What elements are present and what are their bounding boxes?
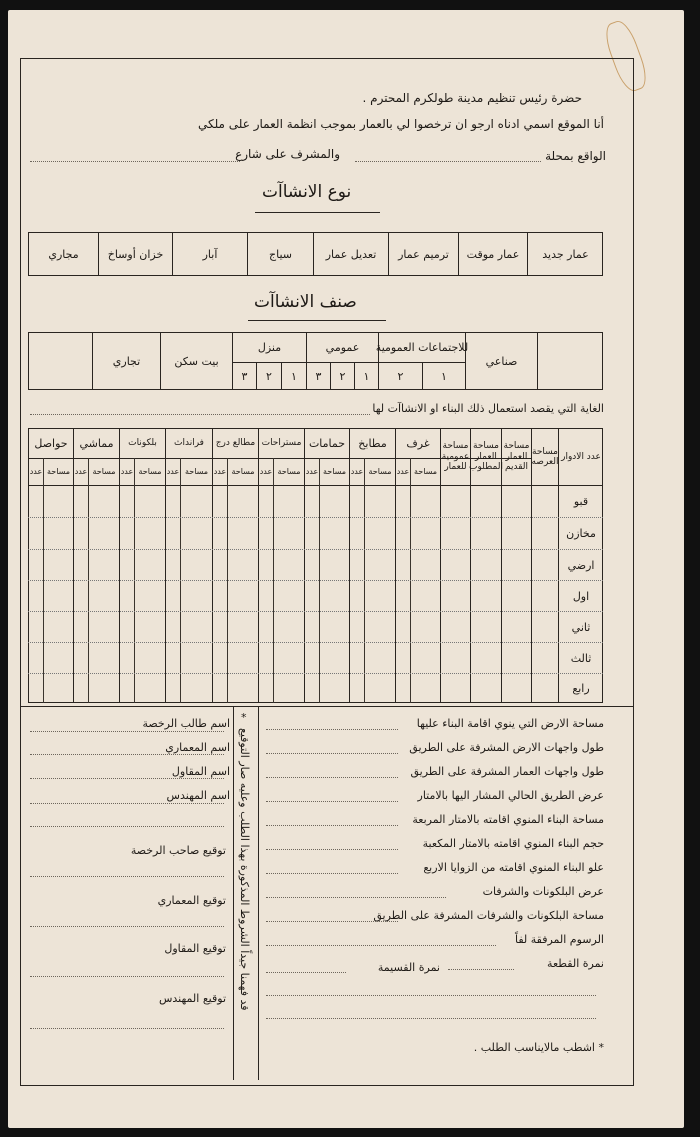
header-requested-area: مساحة العمار المطلوب (469, 441, 503, 473)
field-road-width-line[interactable] (266, 801, 398, 802)
floor-fourth: رابع (572, 681, 590, 695)
sub-count: عدد (213, 467, 227, 476)
construction-type-underline (255, 212, 380, 213)
header-balconies: بلكونات (128, 437, 157, 448)
type-option-modify[interactable]: تعديل عمار (325, 247, 377, 261)
class-public-meetings[interactable]: للاجتماعات العمومية (375, 340, 469, 354)
purpose-label: الغاية التي يقصد استعمال ذلك البناء او الانشاآت لها (372, 402, 604, 415)
plot-number-label: نمرة القطعة (547, 957, 604, 970)
field-building-height-line[interactable] (266, 873, 398, 874)
field-balcony-width-line[interactable] (266, 897, 446, 898)
header-address: حضرة رئيس تنظيم مدينة طولكرم المحترم . (362, 91, 582, 105)
class-industrial[interactable]: صناعي (485, 354, 518, 368)
field-balcony-area: مساحة البلكونات والشرفات المشرفة على الطريق (373, 909, 604, 922)
field-building-volume: حجم البناء المنوي اقامته بالامتار المكعبة (422, 837, 604, 850)
overlooking-dotline (30, 161, 240, 162)
field-building-frontage: طول واجهات العمار المشرفة على الطريق (410, 765, 604, 778)
public-meetings-num-1[interactable]: ١ (441, 369, 447, 383)
location-dotline (355, 161, 541, 162)
header-rooms: غرف (406, 436, 430, 450)
header-floors: عدد الادوار (561, 451, 601, 462)
architect-name-line[interactable] (30, 754, 224, 755)
location-label: الواقع بمحلة (545, 149, 606, 163)
architect-signature-label: توقيع المعماري (157, 894, 226, 907)
type-option-new[interactable]: عمار جديد (542, 247, 589, 261)
type-option-cesspit[interactable]: خزان أوساخ (107, 247, 164, 261)
header-kitchens: مطابخ (358, 436, 387, 450)
contractor-signature-label: توقيع المقاول (164, 942, 226, 955)
applicant-signature-line[interactable] (30, 876, 224, 877)
sub-count: عدد (29, 467, 43, 476)
sub-area: مساحة (413, 467, 438, 476)
field-balcony-area-line[interactable] (266, 921, 398, 922)
house-num-2[interactable]: ٢ (266, 369, 272, 383)
footnote-text: اشطب مالايناسب الطلب . (473, 1041, 595, 1054)
architect-signature-line[interactable] (30, 926, 224, 927)
header-old-area: مساحة العمار القديم (503, 441, 530, 473)
type-option-temporary[interactable]: عمار موقت (466, 247, 520, 261)
purpose-dotline[interactable] (30, 414, 370, 415)
plot-number-line[interactable] (448, 969, 514, 970)
engineer-name-label: اسم المهندس (166, 789, 230, 802)
engineer-name-line[interactable] (30, 803, 224, 804)
sub-count: عدد (396, 467, 410, 476)
floor-first: اول (572, 589, 590, 603)
floor-basement: قبو (573, 495, 589, 508)
field-building-volume-line[interactable] (266, 849, 398, 850)
architect-name-label: اسم المعماري (165, 741, 230, 754)
field-balcony-width: عرض البلكونات والشرفات (482, 885, 604, 898)
sub-count: عدد (305, 467, 319, 476)
floor-second: ثاني (571, 620, 591, 634)
sub-count: عدد (74, 467, 88, 476)
field-building-height: علو البناء المنوي اقامته من الزوايا الاربع (423, 861, 604, 874)
class-house[interactable]: منزل (257, 340, 282, 354)
header-stairwells: مطالع درج (215, 437, 256, 448)
header-land-area: مساحة العرصه (531, 446, 559, 467)
field-road-width: عرض الطريق الحالي المشار اليها بالامتار (417, 789, 604, 802)
public-num-3[interactable]: ٣ (315, 369, 322, 383)
applicant-name-label: اسم طالب الرخصة (142, 717, 230, 730)
header-verandas: فرانداث (174, 437, 204, 448)
public-num-2[interactable]: ٢ (339, 369, 346, 383)
house-num-1[interactable]: ١ (291, 369, 297, 383)
header-total-area: مساحة عمومية للعمار (441, 441, 470, 473)
field-attached-drawings: الرسوم المرفقة لفاً (514, 933, 604, 946)
field-building-frontage-line[interactable] (266, 777, 398, 778)
field-attached-drawings-line[interactable] (266, 945, 496, 946)
sub-area: مساحة (368, 467, 392, 476)
sub-count: عدد (166, 467, 180, 476)
public-meetings-num-2[interactable]: ٢ (397, 369, 404, 383)
type-option-wells[interactable]: آبار (202, 247, 218, 261)
construction-type-title: نوع الانشاآت (262, 182, 352, 202)
applicant-name-line[interactable] (30, 731, 224, 732)
asterisk-mark: * (241, 711, 247, 724)
header-walkways: مماشي (79, 436, 114, 450)
sub-area: مساحة (138, 467, 162, 476)
house-num-3[interactable]: ٣ (241, 369, 248, 383)
header-baths: حمامات (308, 436, 346, 450)
field-building-area: مساحة البناء المنوي اقامته بالامتار المربعة (412, 813, 604, 826)
class-commercial[interactable]: تجاري (112, 354, 141, 368)
parcel-number-label: نمرة القسيمة (377, 961, 440, 974)
sub-count: عدد (350, 467, 364, 476)
construction-class-underline (248, 320, 386, 321)
header-toilets: مستراحات (261, 437, 302, 448)
field-building-area-line[interactable] (266, 825, 398, 826)
sub-area: مساحة (322, 467, 347, 476)
vertical-declaration: قد فهمنا جيداً الشروط المذكورة بهذا الطلب وعليه صار التوقيع (238, 728, 251, 1011)
contractor-name-label: اسم المقاول (171, 765, 230, 778)
sub-count: عدد (259, 467, 273, 476)
field-land-frontage-line[interactable] (266, 753, 398, 754)
overlooking-label: والمشرف على شارع (235, 147, 340, 161)
field-land-frontage: طول واجهات الارض المشرفة على الطريق (409, 741, 604, 754)
sub-count: عدد (120, 467, 134, 476)
contractor-name-line[interactable] (30, 778, 224, 779)
public-num-1[interactable]: ١ (363, 369, 370, 383)
floor-storage: مخازن (566, 527, 596, 540)
type-option-fence[interactable]: سياج (269, 247, 292, 261)
sub-area: مساحة (277, 467, 301, 476)
construction-class-title: صنف الانشاآت (254, 292, 357, 312)
class-residence[interactable]: بيت سكن (174, 354, 219, 368)
floor-ground: ارضي (567, 558, 595, 572)
applicant-signature-label: توقيع صاحب الرخصة (130, 844, 226, 857)
floor-third: ثالث (570, 651, 592, 665)
parcel-number-line[interactable] (266, 972, 346, 973)
header-partitions: حواصل (34, 436, 68, 450)
field-land-area-line[interactable] (266, 729, 398, 730)
contractor-signature-line[interactable] (30, 976, 224, 977)
field-land-area: مساحة الارض التي ينوي اقامة البناء عليها (416, 717, 604, 730)
engineer-signature-label: توقيع المهندس (158, 992, 226, 1005)
asterisk: * (595, 1041, 604, 1054)
footnote (474, 1042, 604, 1053)
type-option-restore[interactable]: ترميم عمار (398, 247, 449, 261)
sub-area: مساحة (46, 467, 71, 476)
sub-area: مساحة (92, 467, 116, 476)
class-public[interactable]: عمومي (325, 340, 360, 354)
sub-area: مساحة (231, 467, 255, 476)
engineer-signature-line[interactable] (30, 1028, 224, 1029)
sub-area: مساحة (184, 467, 209, 476)
type-option-sewers[interactable]: مجاري (48, 247, 79, 261)
header-request: أنا الموقع اسمي ادناه ارجو ان ترخصوا لي بالعمار بموجب انظمة العمار على ملكي (197, 117, 604, 131)
